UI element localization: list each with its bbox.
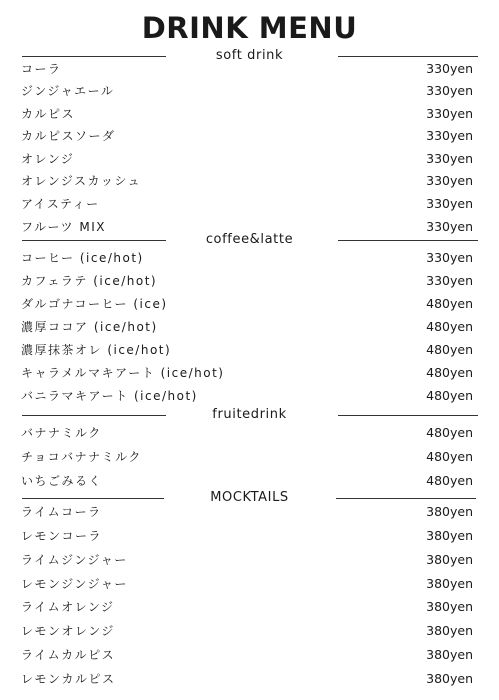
item-price: 480yen bbox=[426, 365, 473, 380]
item-price: 480yen bbox=[426, 388, 473, 403]
item-price: 330yen bbox=[426, 273, 473, 288]
menu-item bbox=[21, 125, 473, 147]
item-name: ジンジャエール bbox=[21, 84, 115, 98]
menu-item bbox=[21, 596, 473, 618]
item-name: レモンカルピス bbox=[21, 672, 116, 686]
section-coffee-latte bbox=[0, 230, 499, 403]
item-price: 380yen bbox=[426, 599, 473, 614]
item-name: いちごみるく bbox=[21, 474, 103, 488]
menu-item bbox=[21, 270, 473, 292]
item-price: 330yen bbox=[426, 219, 473, 234]
section-fruitedrink bbox=[0, 405, 499, 488]
menu-item bbox=[21, 80, 473, 102]
item-name: カルピス bbox=[21, 107, 76, 121]
item-price: 480yen bbox=[426, 296, 473, 311]
item-name: ライムコーラ bbox=[21, 505, 102, 519]
divider-right bbox=[336, 498, 476, 499]
item-price: 380yen bbox=[426, 623, 473, 638]
item-name: カフェラテ (ice/hot) bbox=[21, 274, 158, 288]
menu-item bbox=[21, 385, 473, 407]
section-title: coffee&latte bbox=[205, 232, 294, 247]
item-name: オレンジ bbox=[21, 152, 75, 166]
item-name: コーラ bbox=[21, 62, 62, 76]
item-price: 330yen bbox=[426, 173, 473, 188]
item-price: 480yen bbox=[426, 342, 473, 357]
item-name: ライムカルピス bbox=[21, 648, 116, 662]
item-price: 480yen bbox=[426, 449, 473, 464]
item-name: ダルゴナコーヒー (ice) bbox=[21, 297, 168, 311]
divider-right bbox=[338, 415, 478, 416]
item-name: バニラマキアート (ice/hot) bbox=[21, 389, 198, 403]
item-price: 380yen bbox=[426, 647, 473, 662]
menu-item bbox=[21, 58, 473, 80]
menu-item bbox=[21, 501, 473, 523]
item-name: レモンジンジャー bbox=[21, 577, 128, 591]
menu-item bbox=[21, 362, 473, 384]
menu-item bbox=[21, 422, 473, 444]
item-name: チョコバナナミルク bbox=[21, 450, 142, 464]
item-price: 330yen bbox=[426, 250, 473, 265]
item-name: 濃厚ココア (ice/hot) bbox=[21, 320, 158, 334]
section-mocktails bbox=[0, 488, 499, 686]
item-price: 380yen bbox=[426, 528, 473, 543]
item-name: ライムオレンジ bbox=[21, 600, 115, 614]
menu-item bbox=[21, 247, 473, 269]
item-price: 330yen bbox=[426, 128, 473, 143]
menu-item bbox=[21, 148, 473, 170]
item-name: 濃厚抹茶オレ (ice/hot) bbox=[21, 343, 172, 357]
item-name: バナナミルク bbox=[21, 426, 102, 440]
menu-item bbox=[21, 446, 473, 468]
item-price: 480yen bbox=[426, 425, 473, 440]
menu-item bbox=[21, 316, 473, 338]
menu-item bbox=[21, 620, 473, 642]
section-title: soft drink bbox=[215, 48, 284, 63]
item-price: 380yen bbox=[426, 576, 473, 591]
item-name: アイスティー bbox=[21, 197, 100, 211]
menu-title: DRINK MENU bbox=[141, 11, 358, 45]
item-name: キャラメルマキアート (ice/hot) bbox=[21, 366, 225, 380]
item-price: 330yen bbox=[426, 151, 473, 166]
menu-item bbox=[21, 549, 473, 571]
item-name: レモンオレンジ bbox=[21, 624, 115, 638]
divider-right bbox=[338, 56, 478, 57]
section-soft-drink bbox=[0, 46, 499, 234]
item-price: 330yen bbox=[426, 196, 473, 211]
divider-right bbox=[338, 240, 478, 241]
item-name: レモンコーラ bbox=[21, 529, 103, 543]
section-title: MOCKTAILS bbox=[210, 490, 289, 505]
item-price: 480yen bbox=[426, 319, 473, 334]
item-price: 330yen bbox=[426, 83, 473, 98]
menu-item bbox=[21, 339, 473, 361]
item-price: 380yen bbox=[426, 504, 473, 519]
item-price: 380yen bbox=[426, 671, 473, 686]
menu-item bbox=[21, 668, 473, 690]
item-name: ライムジンジャー bbox=[21, 553, 128, 567]
item-price: 480yen bbox=[426, 473, 473, 488]
menu-item bbox=[21, 293, 473, 315]
menu-item bbox=[21, 170, 473, 192]
menu-item bbox=[21, 644, 473, 666]
item-name: コーヒー (ice/hot) bbox=[21, 251, 144, 265]
item-price: 330yen bbox=[426, 61, 473, 76]
menu-item bbox=[21, 573, 473, 595]
item-name: カルピスソーダ bbox=[21, 129, 116, 143]
section-title: fruitedrink bbox=[212, 407, 287, 422]
item-price: 330yen bbox=[426, 106, 473, 121]
menu-item bbox=[21, 193, 473, 215]
menu-item bbox=[21, 103, 473, 125]
item-name: オレンジスカッシュ bbox=[21, 174, 142, 188]
item-name: フルーツ MIX bbox=[21, 220, 106, 234]
item-price: 380yen bbox=[426, 552, 473, 567]
menu-item bbox=[21, 525, 473, 547]
